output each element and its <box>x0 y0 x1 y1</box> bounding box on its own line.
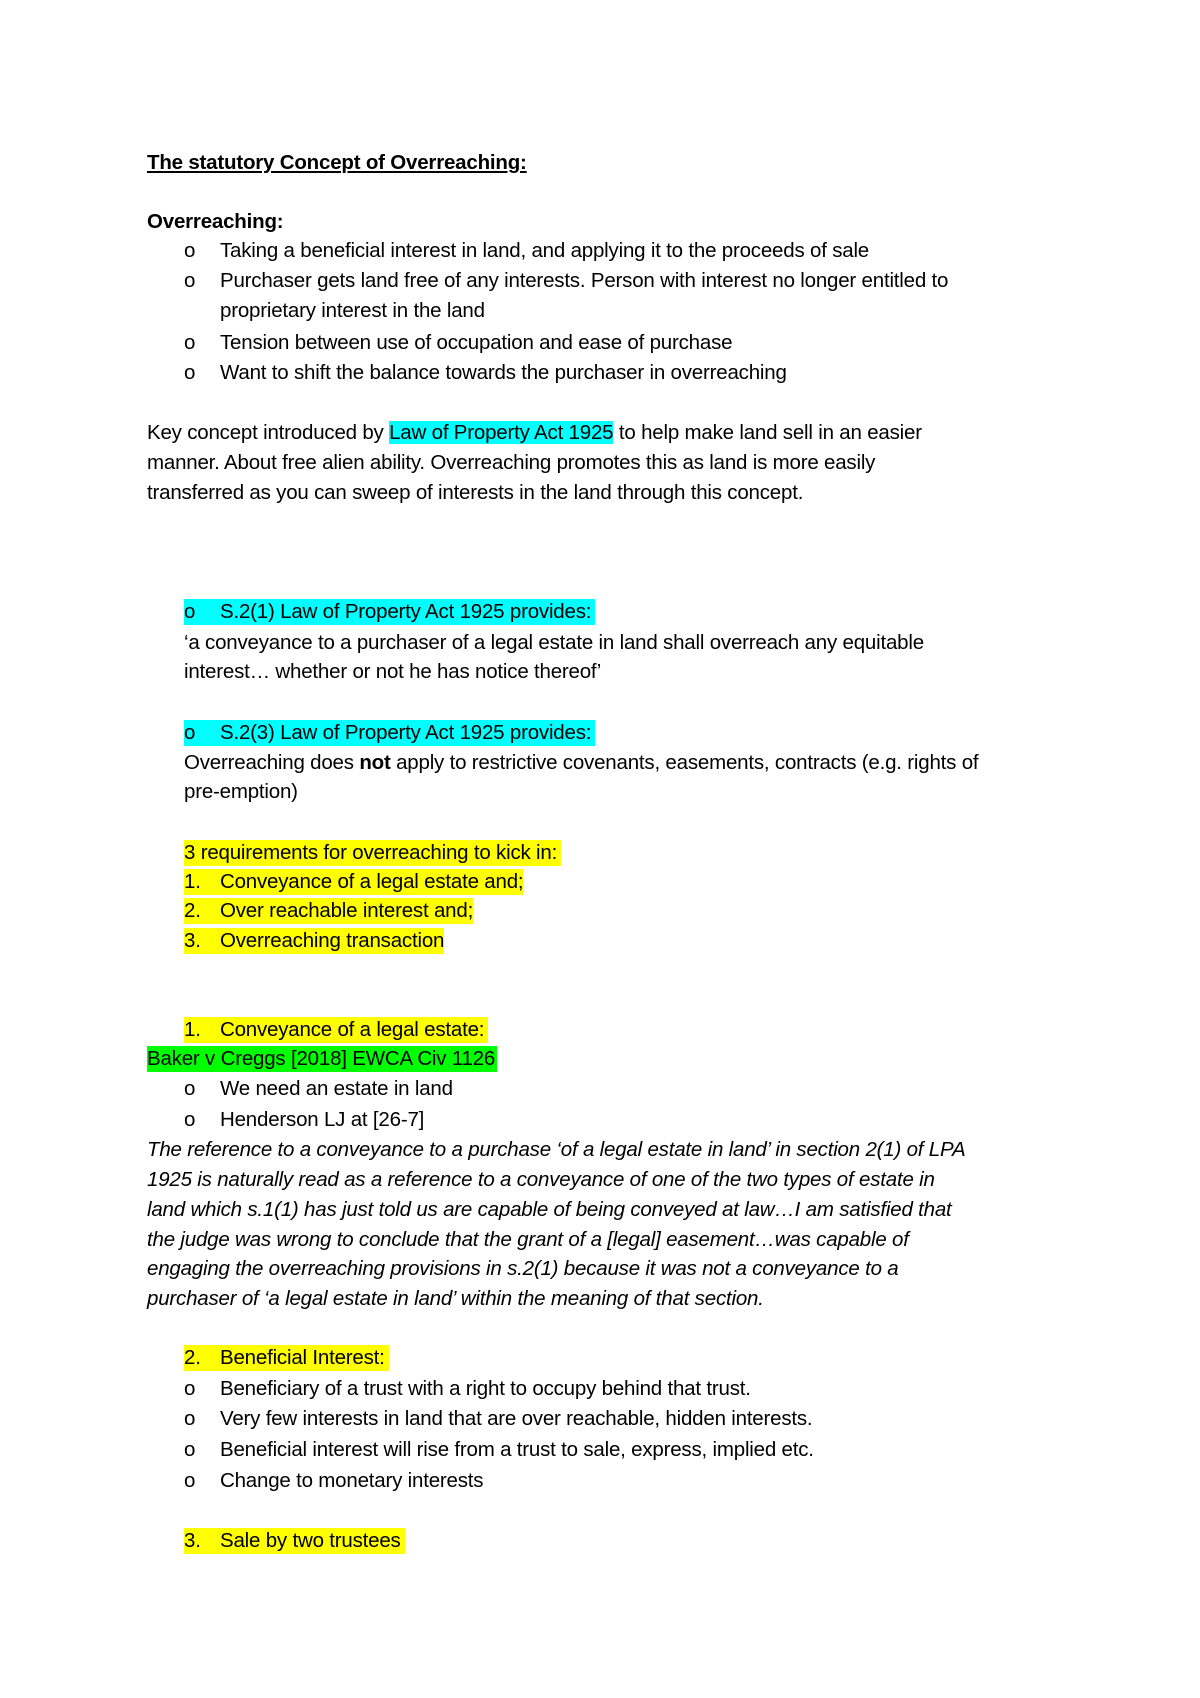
requirement-text: Overreaching transaction <box>220 929 445 952</box>
s23-not-emphasis: not <box>359 751 391 774</box>
s21-heading <box>184 599 595 625</box>
section3-heading <box>184 1528 405 1554</box>
section-number: 2. <box>184 1346 201 1369</box>
requirement-item <box>184 898 473 924</box>
bullet-icon: o <box>184 1108 196 1131</box>
requirement-number: 1. <box>184 870 201 893</box>
key-concept-text: Key concept introduced by <box>147 421 384 444</box>
list-item-continuation: proprietary interest in the land <box>220 299 485 322</box>
key-concept-line <box>147 420 922 446</box>
bullet-icon: o <box>184 1407 196 1430</box>
judgment-quote-line: the judge was wrong to conclude that the grant of a [legal] easement…was capable of <box>147 1228 909 1251</box>
list-item: Henderson LJ at [26-7] <box>220 1108 425 1131</box>
bullet-icon: o <box>184 331 196 354</box>
section-heading-text: Conveyance of a legal estate: <box>220 1018 485 1041</box>
bullet-icon: o <box>184 1438 196 1461</box>
s21-quote-line: ‘a conveyance to a purchaser of a legal estate in land shall overreach any equitable <box>184 631 924 654</box>
section-number: 1. <box>184 1018 201 1041</box>
requirement-text: Conveyance of a legal estate and; <box>220 870 524 893</box>
s23-text: apply to restrictive covenants, easements, contracts (e.g. rights of <box>396 751 979 774</box>
bullet-icon: o <box>184 600 196 623</box>
s21-quote-line: interest… whether or not he has notice thereof’ <box>184 660 602 683</box>
bullet-icon: o <box>184 269 196 292</box>
list-item: Beneficiary of a trust with a right to occupy behind that trust. <box>220 1377 751 1400</box>
list-item: Beneficial interest will rise from a trust to sale, express, implied etc. <box>220 1438 814 1461</box>
overreaching-heading: Overreaching: <box>147 210 284 233</box>
page-title: The statutory Concept of Overreaching: <box>147 151 527 174</box>
bullet-icon: o <box>184 721 196 744</box>
list-item: Taking a beneficial interest in land, and applying it to the proceeds of sale <box>220 239 869 262</box>
list-item: Purchaser gets land free of any interests. Person with interest no longer entitled to <box>220 269 949 292</box>
s23-heading <box>184 720 595 746</box>
judgment-quote-line: The reference to a conveyance to a purchase ‘of a legal estate in land’ in section 2(1) of LPA <box>147 1138 966 1161</box>
judgment-quote-line: land which s.1(1) has just told us are capable of being conveyed at law…I am satisfied that <box>147 1198 952 1221</box>
requirement-item <box>184 928 444 954</box>
bullet-icon: o <box>184 361 196 384</box>
bullet-icon: o <box>184 1377 196 1400</box>
bullet-icon: o <box>184 1469 196 1492</box>
s23-text-line <box>184 750 978 776</box>
section1-heading <box>184 1017 488 1043</box>
requirement-number: 3. <box>184 929 201 952</box>
requirement-item <box>184 869 523 895</box>
requirement-number: 2. <box>184 899 201 922</box>
bullet-icon: o <box>184 239 196 262</box>
list-item: Want to shift the balance towards the purchaser in overreaching <box>220 361 787 384</box>
key-concept-line: transferred as you can sweep of interests in the land through this concept. <box>147 481 804 504</box>
judgment-quote-line: engaging the overreaching provisions in s.2(1) because it was not a conveyance to a <box>147 1257 899 1280</box>
section-heading-text: Sale by two trustees <box>220 1529 401 1552</box>
section2-heading <box>184 1345 389 1371</box>
bullet-icon: o <box>184 1077 196 1100</box>
list-item: We need an estate in land <box>220 1077 453 1100</box>
s23-heading-text: S.2(3) Law of Property Act 1925 provides: <box>220 721 592 744</box>
s21-heading-text: S.2(1) Law of Property Act 1925 provides: <box>220 600 592 623</box>
key-concept-text: to help make land sell in an easier <box>618 421 922 444</box>
judgment-quote-line: 1925 is naturally read as a reference to a conveyance of one of the two types of estate in <box>147 1168 935 1191</box>
lpa-1925-highlight: Law of Property Act 1925 <box>389 421 614 444</box>
judgment-quote-line: purchaser of ‘a legal estate in land’ within the meaning of that section. <box>147 1287 764 1310</box>
s23-text-line: pre-emption) <box>184 780 298 803</box>
requirements-heading: 3 requirements for overreaching to kick in: <box>184 840 561 866</box>
list-item: Very few interests in land that are over reachable, hidden interests. <box>220 1407 813 1430</box>
case-citation: Baker v Creggs [2018] EWCA Civ 1126 <box>147 1047 496 1070</box>
s23-text: Overreaching does <box>184 751 354 774</box>
key-concept-line: manner. About free alien ability. Overreaching promotes this as land is more easily <box>147 451 876 474</box>
list-item: Tension between use of occupation and ease of purchase <box>220 331 733 354</box>
requirement-text: Over reachable interest and; <box>220 899 474 922</box>
section-number: 3. <box>184 1529 201 1552</box>
section-heading-text: Beneficial Interest: <box>220 1346 385 1369</box>
list-item: Change to monetary interests <box>220 1469 484 1492</box>
